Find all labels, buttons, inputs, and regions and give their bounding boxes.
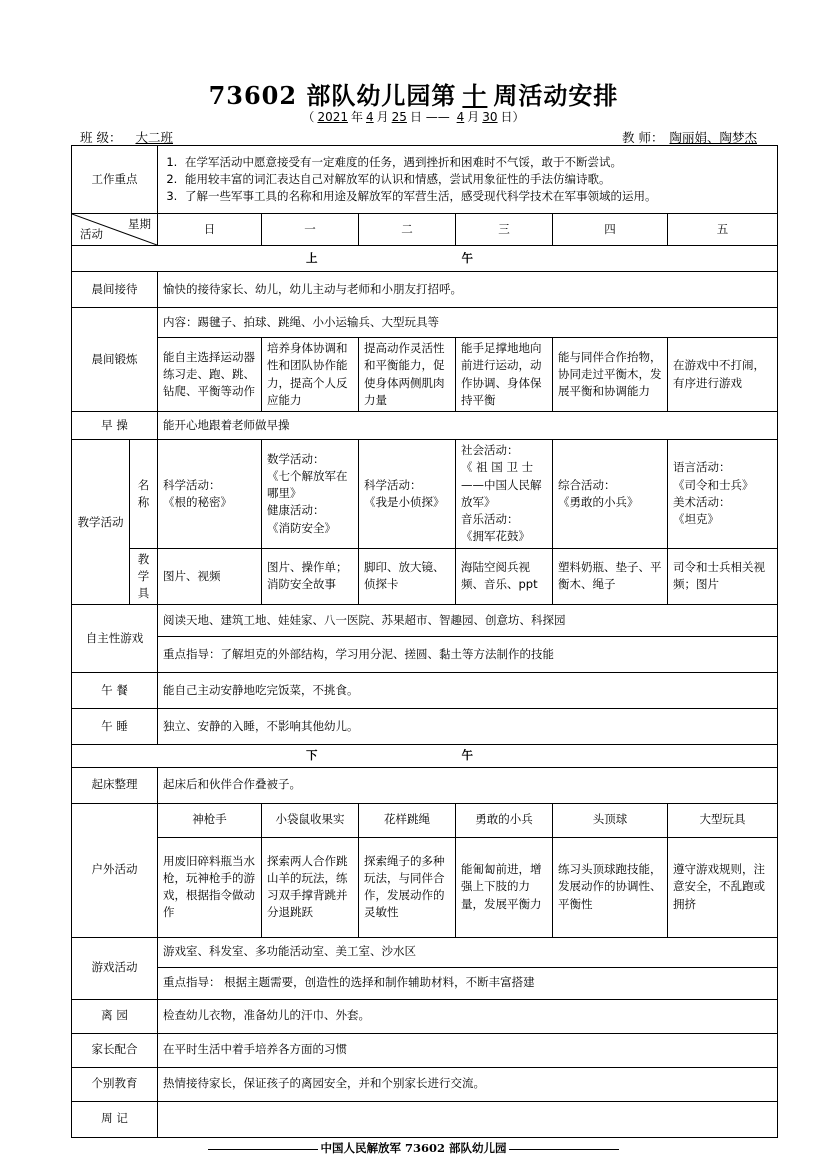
focus-content [158, 146, 778, 214]
nap-label: 午 睡 [72, 709, 158, 745]
date-separator: —— [425, 110, 450, 124]
outdoor-game-wed: 勇敢的小兵 [456, 803, 553, 837]
focus-row [72, 146, 778, 214]
lunch-text: 能自己主动安静地吃完饭菜，不挑食。 [158, 673, 778, 709]
morning-section-row [72, 246, 778, 272]
exercise-sun: 能自主选择运动器练习走、跑、跳、钻爬、平衡等动作 [158, 338, 262, 412]
game-activity-label: 游戏活动 [72, 937, 158, 999]
reception-text: 愉快的接待家长、幼儿，幼儿主动与老师和小朋友打招呼。 [158, 272, 778, 308]
parents-text: 在平时生活中着手培养各方面的习惯 [158, 1033, 778, 1067]
date-open: （ [302, 110, 315, 124]
reception-row [72, 272, 778, 308]
parents-label: 家长配合 [72, 1033, 158, 1067]
subject-label: 数学活动： [267, 451, 325, 466]
subject-label: 综合活动： [558, 477, 616, 492]
title-week-number: 十 [462, 81, 488, 110]
outdoor-game-thu: 头顶球 [553, 803, 668, 837]
lesson-title: 《我是小侦探》 [364, 494, 445, 509]
date-start-day: 25 [391, 110, 407, 124]
exercise-tue: 提高动作灵活性和平衡能力，促使身体两侧肌肉力量 [359, 338, 456, 412]
leaving-row [72, 999, 778, 1033]
outdoor-game-sun: 神枪手 [158, 803, 262, 837]
day-header-fri: 五 [668, 214, 778, 246]
focus-item-2: 2. 能用较丰富的词汇表达自己对解放军的认识和情感，尝试用象征性的手法仿编诗歌。 [181, 171, 772, 188]
nap-row [72, 709, 778, 745]
teaching-tools-tue: 脚印、放大镜、侦探卡 [359, 548, 456, 605]
game-activity-areas-row [72, 937, 778, 967]
diagonal-header-cell [72, 214, 158, 246]
outdoor-goal-tue: 探索绳子的多种玩法，与同伴合作，发展动作的灵敏性 [359, 837, 456, 937]
lunch-label: 午 餐 [72, 673, 158, 709]
leaving-text: 检查幼儿衣物，准备幼儿的汗巾、外套。 [158, 999, 778, 1033]
weekly-note-row [72, 1101, 778, 1137]
focus-label: 工作重点 [72, 146, 158, 214]
teaching-tools-thu: 塑料奶瓶、垫子、平衡木、绳子 [553, 548, 668, 605]
wakeup-row [72, 767, 778, 803]
game-activity-areas: 游戏室、科发室、多功能活动室、美工室、沙水区 [158, 937, 778, 967]
outdoor-goal-wed: 能匍匐前进，增强上下肢的力量，发展平衡力 [456, 837, 553, 937]
individual-text: 热情接待家长，保证孩子的离园安全，并和个别家长进行交流。 [158, 1067, 778, 1101]
morning-exercise-label: 早 操 [72, 412, 158, 440]
afternoon-section-title: 下 午 [72, 745, 778, 767]
subject-label: 社会活动： [461, 443, 519, 457]
teaching-tools-row [72, 548, 778, 605]
lesson-title: 《坦克》 [673, 512, 719, 526]
outdoor-game-mon: 小袋鼠收果实 [262, 803, 359, 837]
lesson-title: 《根的秘密》 [163, 494, 232, 509]
class-value: 大二班 [135, 130, 173, 145]
morning-section-title: 上 午 [72, 246, 778, 272]
teaching-name-wed [456, 440, 553, 549]
class-label: 班 级： [80, 130, 122, 145]
free-play-areas-row [72, 605, 778, 637]
outdoor-games-row [72, 803, 778, 837]
teacher-label: 教 师： [622, 130, 664, 145]
weekly-note-text [158, 1101, 778, 1137]
title-suffix: 周活动安排 [493, 81, 619, 110]
footer-rule-right [509, 1149, 619, 1150]
lesson-title: 《司令和士兵》 [673, 477, 754, 492]
exercise-wed: 能手足撑地地向前进行运动，动作协调、身体保持平衡 [456, 338, 553, 412]
game-activity-guidance: 重点指导： 根据主题需要，创造性的选择和制作辅助材料，不断丰富搭建 [158, 967, 778, 999]
subject-label: 科学活动： [163, 477, 221, 492]
teaching-tools-mon: 图片、操作单；消防安全故事 [262, 548, 359, 605]
teaching-label: 教学活动 [72, 440, 130, 605]
day-header-mon: 一 [262, 214, 359, 246]
page-footer [0, 1140, 827, 1156]
footer-text: 中国人民解放军 73602 部队幼儿园 [320, 1141, 507, 1155]
outdoor-game-fri: 大型玩具 [668, 803, 778, 837]
morning-exercise-row [72, 412, 778, 440]
individual-row [72, 1067, 778, 1101]
title-prefix: 73602 部队幼儿园第 [208, 81, 457, 110]
week-label: 星期 [128, 217, 151, 231]
date-close: 日） [500, 110, 525, 124]
teaching-tools-wed: 海陆空阅兵视频、音乐、ppt [456, 548, 553, 605]
free-play-guidance-row [72, 637, 778, 673]
date-day-unit: 日 [409, 110, 422, 124]
free-play-label: 自主性游戏 [72, 605, 158, 673]
teacher-value: 陶丽娟、陶梦杰 [669, 130, 757, 145]
wakeup-text: 起床后和伙伴合作叠被子。 [158, 767, 778, 803]
subject-label: 美术活动： [673, 494, 731, 509]
outdoor-label: 户外活动 [72, 803, 158, 937]
date-range [0, 108, 827, 125]
exercise-label: 晨间锻炼 [72, 308, 158, 412]
afternoon-section-row [72, 745, 778, 767]
game-activity-guidance-row [72, 967, 778, 999]
individual-label: 个别教育 [72, 1067, 158, 1101]
day-header-tue: 二 [359, 214, 456, 246]
teaching-name-thu [553, 440, 668, 549]
outdoor-goals-row [72, 837, 778, 937]
lunch-row [72, 673, 778, 709]
outdoor-game-tue: 花样跳绳 [359, 803, 456, 837]
exercise-thu: 能与同伴合作抬物，协同走过平衡木，发展平衡和协调能力 [553, 338, 668, 412]
exercise-content: 内容：踢毽子、拍球、跳绳、小小运输兵、大型玩具等 [158, 308, 778, 338]
teaching-name-label: 名称 [130, 440, 158, 549]
lesson-title: 《消防安全》 [267, 520, 336, 535]
teacher-line [622, 128, 757, 146]
day-header-row [72, 214, 778, 246]
exercise-days-row [72, 338, 778, 412]
date-start-month: 4 [366, 110, 374, 124]
day-header-sun: 日 [158, 214, 262, 246]
outdoor-goal-mon: 探索两人合作跳山羊的玩法，练习双手撑背跳并分退跳跃 [262, 837, 359, 937]
date-end-month: 4 [456, 110, 465, 124]
schedule-table [71, 145, 778, 1138]
date-month-unit-2: 月 [467, 110, 480, 124]
morning-exercise-text: 能开心地跟着老师做早操 [158, 412, 778, 440]
lesson-title: 《拥军花鼓》 [461, 529, 530, 544]
teaching-tools-sun: 图片、视频 [158, 548, 262, 605]
wakeup-label: 起床整理 [72, 767, 158, 803]
exercise-fri: 在游戏中不打闹，有序进行游戏 [668, 338, 778, 412]
lesson-title: 《七个解放军在哪里》 [267, 468, 348, 501]
date-month-unit: 月 [376, 110, 389, 124]
focus-item-3: 3. 了解一些军事工具的名称和用途及解放军的军营生活，感受现代科学技术在军事领域的运用。 [181, 188, 772, 205]
activity-label: 活动 [80, 226, 103, 241]
page-title [0, 76, 827, 111]
day-header-thu: 四 [553, 214, 668, 246]
lesson-title: 《勇敢的小兵》 [558, 494, 639, 509]
outdoor-goal-fri: 遵守游戏规则，注意安全，不乱跑或拥挤 [668, 837, 778, 937]
nap-text: 独立、安静的入睡，不影响其他幼儿。 [158, 709, 778, 745]
subject-label: 健康活动： [267, 503, 325, 518]
focus-item-1: 1. 在学军活动中愿意接受有一定难度的任务，遇到挫折和困难时不气馁，敢于不断尝试。 [181, 154, 772, 171]
teaching-name-tue [359, 440, 456, 549]
free-play-guidance: 重点指导：了解坦克的外部结构，学习用分泥、搓圆、黏土等方法制作的技能 [158, 637, 778, 673]
date-year: 2021 [317, 110, 348, 124]
date-end-day: 30 [482, 110, 498, 124]
exercise-mon: 培养身体协调和性和团队协作能力，提高个人反应能力 [262, 338, 359, 412]
teaching-name-fri [668, 440, 778, 549]
subject-label: 音乐活动： [461, 512, 519, 526]
subject-label: 语言活动： [673, 460, 731, 475]
subject-label: 科学活动： [364, 477, 422, 492]
lesson-title: 《 祖 国 卫 士——中国人民解放军》 [461, 460, 542, 509]
teaching-tools-fri: 司令和士兵相关视频；图片 [668, 548, 778, 605]
teaching-name-mon [262, 440, 359, 549]
parents-row [72, 1033, 778, 1067]
free-play-areas: 阅读天地、建筑工地、娃娃家、八一医院、苏果超市、智趣园、创意坊、科探园 [158, 605, 778, 637]
teaching-names-row [72, 440, 778, 549]
weekly-note-label: 周 记 [72, 1101, 158, 1137]
outdoor-goal-thu: 练习头顶球跑技能，发展动作的协调性、平衡性 [553, 837, 668, 937]
reception-label: 晨间接待 [72, 272, 158, 308]
class-line [80, 128, 215, 146]
day-header-wed: 三 [456, 214, 553, 246]
outdoor-goal-sun: 用废旧碎料瓶当水枪，玩神枪手的游戏，根据指令做动作 [158, 837, 262, 937]
leaving-label: 离 园 [72, 999, 158, 1033]
teaching-name-sun [158, 440, 262, 549]
teaching-tools-label: 教学具 [130, 548, 158, 605]
footer-rule-left [208, 1149, 318, 1150]
exercise-content-row [72, 308, 778, 338]
date-year-unit: 年 [350, 110, 363, 124]
